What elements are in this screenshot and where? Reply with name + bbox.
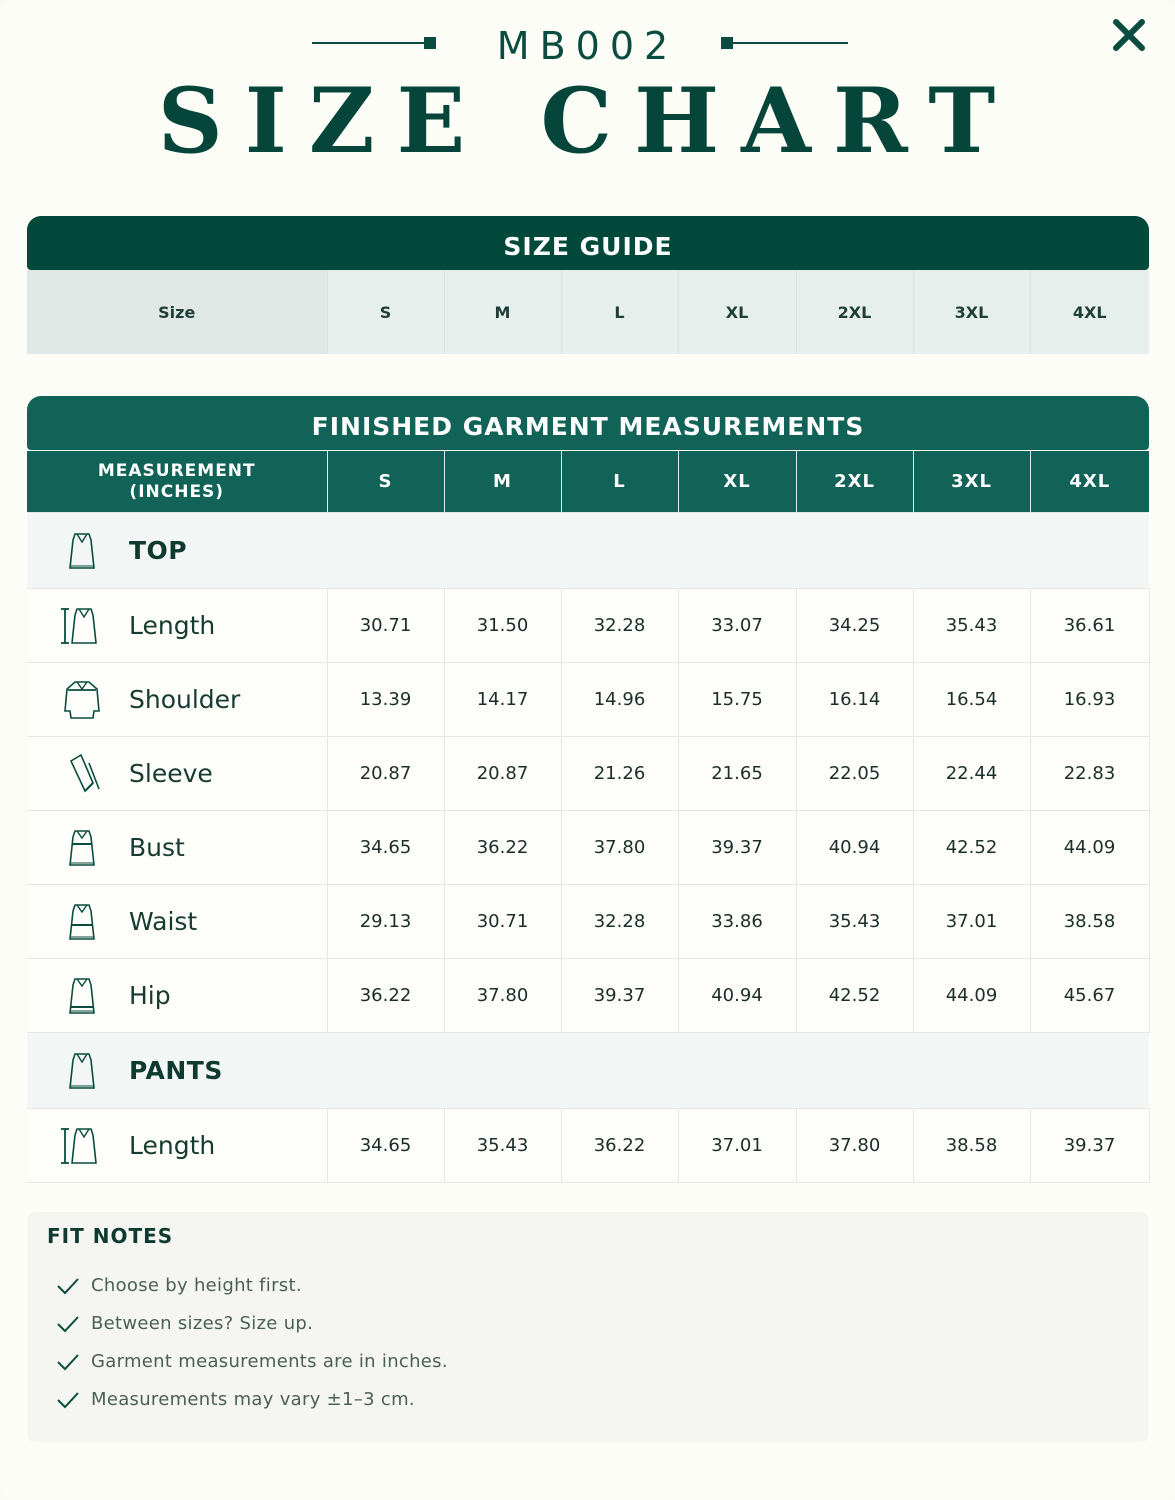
- table-cell: 33.07: [678, 589, 796, 663]
- size-column-header: 2XL: [796, 451, 913, 513]
- table-cell: 42.52: [796, 959, 913, 1033]
- table-cell: 30.71: [327, 589, 444, 663]
- table-row: [27, 663, 1149, 737]
- pants-garment-icon: [59, 1048, 105, 1094]
- fit-note-text: Between sizes? Size up.: [91, 1312, 314, 1334]
- size-column-header: L: [561, 451, 678, 513]
- measurement-label-cell: [27, 885, 327, 959]
- table-cell: 22.83: [1030, 737, 1149, 811]
- table-row: [27, 737, 1149, 811]
- table-cell: 37.01: [913, 885, 1030, 959]
- category-cell: [27, 513, 1149, 589]
- measurements-table: [27, 451, 1150, 1183]
- category-cell: [27, 1033, 1149, 1109]
- table-cell: 20.87: [327, 737, 444, 811]
- size-guide-label: Size: [27, 270, 327, 354]
- page-title: SIZE CHART: [157, 68, 1018, 174]
- table-cell: 45.67: [1030, 959, 1149, 1033]
- measurement-label: Bust: [129, 833, 185, 862]
- bust-icon: [59, 825, 105, 871]
- table-cell: 16.54: [913, 663, 1030, 737]
- table-row: [27, 1109, 1149, 1183]
- table-cell: 44.09: [913, 959, 1030, 1033]
- table-cell: 42.52: [913, 811, 1030, 885]
- fit-notes-title: FIT NOTES: [47, 1224, 174, 1248]
- table-cell: 32.28: [561, 589, 678, 663]
- measurement-label: Length: [129, 1131, 216, 1160]
- fit-note-text: Garment measurements are in inches.: [91, 1350, 448, 1372]
- measurements-title: FINISHED GARMENT MEASUREMENTS: [27, 396, 1149, 450]
- top-garment-icon: [59, 528, 105, 574]
- fit-note-item: [55, 1270, 302, 1300]
- category-row-top: [27, 513, 1149, 589]
- fit-note-item: [55, 1384, 415, 1414]
- table-cell: 36.22: [444, 811, 561, 885]
- fit-note-item: [55, 1308, 313, 1338]
- fit-note-text: Measurements may vary ±1–3 cm.: [91, 1388, 415, 1410]
- measurement-label-cell: [27, 959, 327, 1033]
- size-guide-cell: 2XL: [796, 270, 913, 354]
- measurement-column-header: [27, 451, 327, 513]
- measurement-label: Sleeve: [129, 759, 213, 788]
- check-icon: [55, 1310, 81, 1336]
- table-cell: 40.94: [678, 959, 796, 1033]
- category-label-pants: PANTS: [129, 1056, 223, 1085]
- fit-note-item: [55, 1346, 448, 1376]
- length-icon: [59, 1123, 105, 1169]
- size-guide-cell: M: [444, 270, 561, 354]
- measurement-header-line2: (INCHES): [129, 481, 225, 502]
- table-cell: 14.17: [444, 663, 561, 737]
- measurement-label: Waist: [129, 907, 198, 936]
- table-cell: 21.26: [561, 737, 678, 811]
- table-cell: 34.65: [327, 811, 444, 885]
- measurements-header-row: [27, 451, 1149, 513]
- table-cell: 33.86: [678, 885, 796, 959]
- table-cell: 13.39: [327, 663, 444, 737]
- table-cell: 37.80: [444, 959, 561, 1033]
- fit-notes-panel: [27, 1212, 1149, 1442]
- table-cell: 35.43: [444, 1109, 561, 1183]
- table-cell: 36.22: [327, 959, 444, 1033]
- table-cell: 36.22: [561, 1109, 678, 1183]
- table-row: [27, 885, 1149, 959]
- check-icon: [55, 1272, 81, 1298]
- check-icon: [55, 1386, 81, 1412]
- measurement-label-cell: [27, 811, 327, 885]
- size-guide-cell: S: [327, 270, 444, 354]
- table-cell: 39.37: [561, 959, 678, 1033]
- measurement-label-cell: [27, 663, 327, 737]
- table-cell: 16.14: [796, 663, 913, 737]
- table-row: [27, 589, 1149, 663]
- table-cell: 39.37: [678, 811, 796, 885]
- table-cell: 38.58: [1030, 885, 1149, 959]
- size-guide-cell: XL: [678, 270, 796, 354]
- size-guide-table: [27, 270, 1149, 354]
- measurement-label: Shoulder: [129, 685, 241, 714]
- hip-icon: [59, 973, 105, 1019]
- table-cell: 22.44: [913, 737, 1030, 811]
- table-cell: 15.75: [678, 663, 796, 737]
- table-cell: 14.96: [561, 663, 678, 737]
- size-guide-cell: 3XL: [913, 270, 1030, 354]
- table-cell: 36.61: [1030, 589, 1149, 663]
- decorative-line-right: [728, 42, 848, 44]
- check-icon: [55, 1348, 81, 1374]
- size-guide-cell: 4XL: [1030, 270, 1149, 354]
- size-guide-cell: L: [561, 270, 678, 354]
- size-column-header: S: [327, 451, 444, 513]
- size-column-header: M: [444, 451, 561, 513]
- size-guide-title: SIZE GUIDE: [27, 216, 1149, 270]
- table-cell: 20.87: [444, 737, 561, 811]
- size-column-header: XL: [678, 451, 796, 513]
- table-cell: 22.05: [796, 737, 913, 811]
- table-cell: 31.50: [444, 589, 561, 663]
- table-cell: 29.13: [327, 885, 444, 959]
- category-row-pants: [27, 1033, 1149, 1109]
- waist-icon: [59, 899, 105, 945]
- size-column-header: 4XL: [1030, 451, 1149, 513]
- category-label-top: TOP: [129, 536, 188, 565]
- product-code: MB002: [496, 24, 679, 68]
- size-column-header: 3XL: [913, 451, 1030, 513]
- close-icon[interactable]: [1106, 12, 1152, 58]
- measurement-label: Length: [129, 611, 216, 640]
- fit-note-text: Choose by height first.: [91, 1274, 302, 1296]
- sleeve-icon: [59, 751, 105, 797]
- size-guide-row: [27, 270, 1149, 354]
- length-icon: [59, 603, 105, 649]
- table-cell: 16.93: [1030, 663, 1149, 737]
- table-cell: 44.09: [1030, 811, 1149, 885]
- table-cell: 35.43: [796, 885, 913, 959]
- table-cell: 30.71: [444, 885, 561, 959]
- measurement-label-cell: [27, 737, 327, 811]
- table-cell: 37.80: [561, 811, 678, 885]
- table-cell: 32.28: [561, 885, 678, 959]
- measurement-label: Hip: [129, 981, 171, 1010]
- table-cell: 38.58: [913, 1109, 1030, 1183]
- table-cell: 39.37: [1030, 1109, 1149, 1183]
- table-cell: 21.65: [678, 737, 796, 811]
- shoulder-icon: [59, 677, 105, 723]
- measurement-label-cell: [27, 589, 327, 663]
- table-row: [27, 811, 1149, 885]
- measurement-header-line1: MEASUREMENT: [97, 460, 256, 481]
- table-cell: 37.01: [678, 1109, 796, 1183]
- table-cell: 37.80: [796, 1109, 913, 1183]
- measurement-label-cell: [27, 1109, 327, 1183]
- table-cell: 34.25: [796, 589, 913, 663]
- header-code-row: [0, 22, 1175, 66]
- table-row: [27, 959, 1149, 1033]
- table-cell: 34.65: [327, 1109, 444, 1183]
- table-cell: 40.94: [796, 811, 913, 885]
- table-cell: 35.43: [913, 589, 1030, 663]
